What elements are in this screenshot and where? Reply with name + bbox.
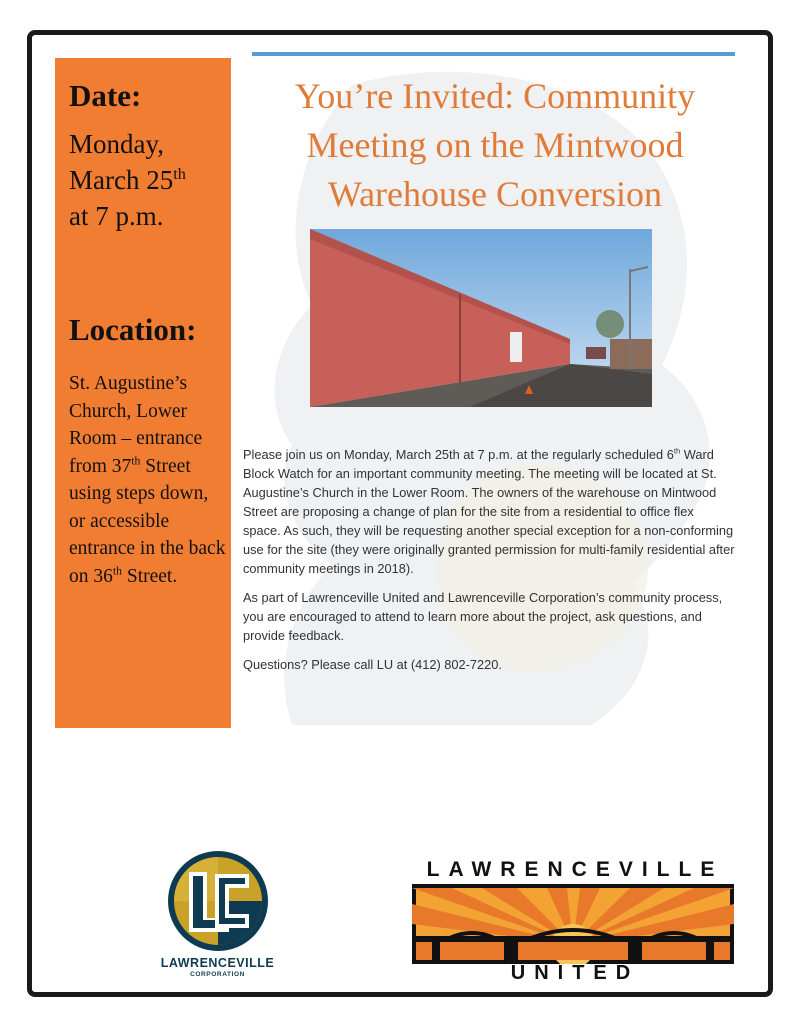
location-text-3: Street. [121, 565, 178, 587]
lu-logo-top-text: LAWRENCEVILLE [426, 858, 724, 881]
date-heading: Date: [69, 78, 142, 113]
location-text-1: St. Augustine’s Church, Lower Room – entrance from [69, 373, 203, 477]
flyer-title: You’re Invited: Community Meeting on the Mintwood Warehouse Conversion [294, 76, 696, 214]
location-ordinal-1: th [131, 454, 141, 467]
date-details [69, 126, 186, 234]
description-paragraph-1 [243, 445, 735, 578]
lc-logo-subtitle: CORPORATION [190, 971, 245, 978]
lawrenceville-united-bridge-logo-icon [412, 884, 734, 964]
date-ordinal: th [173, 165, 186, 183]
location-street-num-2: 36 [93, 565, 113, 587]
title-rule [252, 52, 735, 56]
location-street-num-1: 37 [111, 455, 132, 477]
paragraph-1-text-start: Please join us on Monday, March 25th at 7 p.m. at the regularly scheduled 6 [243, 447, 674, 462]
warehouse-photo [310, 229, 652, 407]
lc-logo-name: LAWRENCEVILLE [160, 956, 275, 970]
location-ordinal-2: th [112, 564, 122, 577]
description-paragraph-2: As part of Lawrenceville United and Lawrenceville Corporation’s community process, you are encouraged to attend to learn more about the project, ask questions, and provide feedback. [243, 590, 723, 643]
location-heading: Location: [69, 312, 197, 347]
lu-logo-bottom-text: UNITED [510, 962, 640, 984]
date-line-time: at 7 p.m. [69, 201, 164, 231]
ward-ordinal: th [673, 446, 681, 456]
date-text: March 25 [69, 165, 174, 195]
contact-paragraph: Questions? Please call LU at (412) 802-7220. [243, 657, 502, 672]
paragraph-1-text-end: Ward Block Watch for an important community meeting. The meeting will be located at St. Augustine’s Church in the Lower Room. The owners of the warehouse on Mintwood Street are proposing a change of plan for the site from a residential to office flex space. As such, they will be requesting another special exception for a non-conforming use for the site (they were originally granted permission for multi-family residential after community meetings in 2018). [243, 447, 735, 576]
location-details [69, 370, 229, 590]
event-details-sidebar [55, 58, 231, 728]
date-line-date [69, 162, 186, 198]
date-line-day: Monday, [69, 129, 164, 159]
meeting-description [243, 445, 735, 684]
location-text-2: Street using steps down, or accessible entrance in the back on [69, 455, 226, 587]
